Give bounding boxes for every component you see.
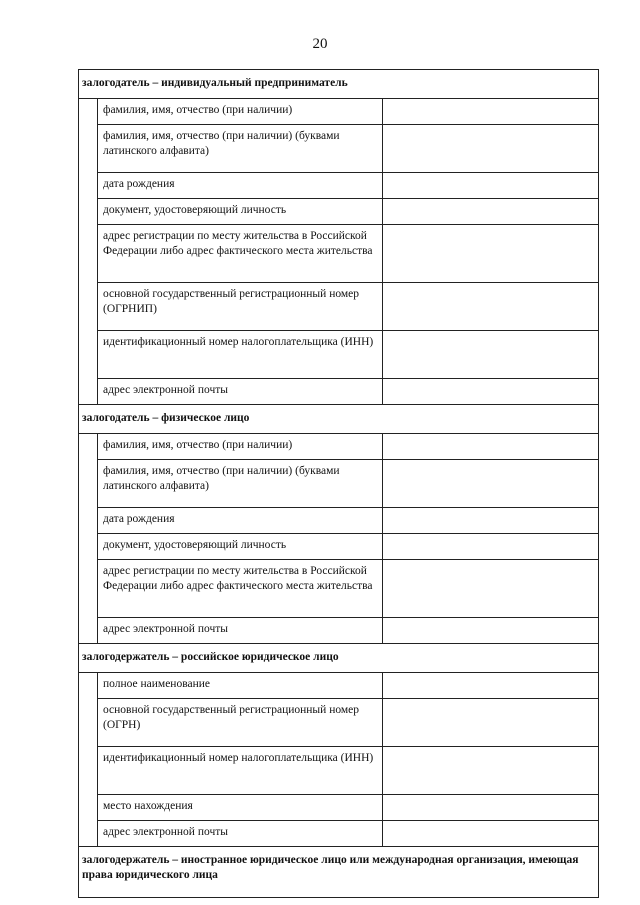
indent-cell — [79, 434, 98, 460]
field-label: адрес регистрации по месту жительства в Российской Федерации либо адрес фактического места жительства — [98, 560, 383, 618]
section-title: залогодатель – физическое лицо — [79, 405, 599, 434]
field-label: документ, удостоверяющий личность — [98, 199, 383, 225]
indent-cell — [79, 125, 98, 173]
field-label: фамилия, имя, отчество (при наличии) (буквами латинского алфавита) — [98, 125, 383, 173]
field-value-cell[interactable] — [383, 618, 599, 644]
section-header — [79, 70, 599, 99]
indent-cell — [79, 673, 98, 699]
field-value-cell[interactable] — [383, 379, 599, 405]
field-value-cell[interactable] — [383, 560, 599, 618]
indent-cell — [79, 508, 98, 534]
table-row — [79, 795, 599, 821]
table-row — [79, 125, 599, 173]
field-label: фамилия, имя, отчество (при наличии) — [98, 99, 383, 125]
section-title: залогодержатель – иностранное юридическое лицо или международная организация, имеющая права юридического лица — [79, 847, 599, 898]
field-label: дата рождения — [98, 508, 383, 534]
table-row — [79, 379, 599, 405]
table-row — [79, 618, 599, 644]
table-row — [79, 331, 599, 379]
indent-cell — [79, 534, 98, 560]
table-row — [79, 673, 599, 699]
section-header — [79, 405, 599, 434]
field-label: адрес электронной почты — [98, 379, 383, 405]
field-label: адрес электронной почты — [98, 821, 383, 847]
field-label: основной государственный регистрационный номер (ОГРН) — [98, 699, 383, 747]
field-label: идентификационный номер налогоплательщика (ИНН) — [98, 331, 383, 379]
table-row — [79, 534, 599, 560]
indent-cell — [79, 225, 98, 283]
indent-cell — [79, 795, 98, 821]
field-value-cell[interactable] — [383, 173, 599, 199]
field-value-cell[interactable] — [383, 821, 599, 847]
table-row — [79, 199, 599, 225]
field-value-cell[interactable] — [383, 99, 599, 125]
table-row — [79, 747, 599, 795]
field-value-cell[interactable] — [383, 331, 599, 379]
table-row — [79, 173, 599, 199]
table-row — [79, 99, 599, 125]
table-row — [79, 225, 599, 283]
indent-cell — [79, 331, 98, 379]
field-value-cell[interactable] — [383, 534, 599, 560]
field-label: адрес регистрации по месту жительства в Российской Федерации либо адрес фактического места жительства — [98, 225, 383, 283]
table-row — [79, 434, 599, 460]
field-label: идентификационный номер налогоплательщика (ИНН) — [98, 747, 383, 795]
field-label: фамилия, имя, отчество (при наличии) — [98, 434, 383, 460]
table-row — [79, 283, 599, 331]
field-value-cell[interactable] — [383, 283, 599, 331]
indent-cell — [79, 99, 98, 125]
field-value-cell[interactable] — [383, 508, 599, 534]
indent-cell — [79, 699, 98, 747]
indent-cell — [79, 460, 98, 508]
field-label: место нахождения — [98, 795, 383, 821]
field-value-cell[interactable] — [383, 125, 599, 173]
pledge-notification-form — [78, 69, 599, 898]
section-header — [79, 644, 599, 673]
field-label: документ, удостоверяющий личность — [98, 534, 383, 560]
field-value-cell[interactable] — [383, 199, 599, 225]
section-header — [79, 847, 599, 898]
field-value-cell[interactable] — [383, 225, 599, 283]
indent-cell — [79, 379, 98, 405]
field-value-cell[interactable] — [383, 434, 599, 460]
field-label: полное наименование — [98, 673, 383, 699]
field-value-cell[interactable] — [383, 747, 599, 795]
indent-cell — [79, 618, 98, 644]
field-value-cell[interactable] — [383, 673, 599, 699]
table-row — [79, 699, 599, 747]
table-row — [79, 460, 599, 508]
field-label: фамилия, имя, отчество (при наличии) (буквами латинского алфавита) — [98, 460, 383, 508]
indent-cell — [79, 747, 98, 795]
field-value-cell[interactable] — [383, 795, 599, 821]
table-row — [79, 560, 599, 618]
page-number: 20 — [312, 36, 328, 52]
indent-cell — [79, 560, 98, 618]
section-title: залогодержатель – российское юридическое лицо — [79, 644, 599, 673]
field-label: адрес электронной почты — [98, 618, 383, 644]
indent-cell — [79, 821, 98, 847]
indent-cell — [79, 173, 98, 199]
field-value-cell[interactable] — [383, 460, 599, 508]
table-row — [79, 821, 599, 847]
field-value-cell[interactable] — [383, 699, 599, 747]
field-label: дата рождения — [98, 173, 383, 199]
field-label: основной государственный регистрационный номер (ОГРНИП) — [98, 283, 383, 331]
indent-cell — [79, 283, 98, 331]
table-row — [79, 508, 599, 534]
indent-cell — [79, 199, 98, 225]
section-title: залогодатель – индивидуальный предприниматель — [79, 70, 599, 99]
